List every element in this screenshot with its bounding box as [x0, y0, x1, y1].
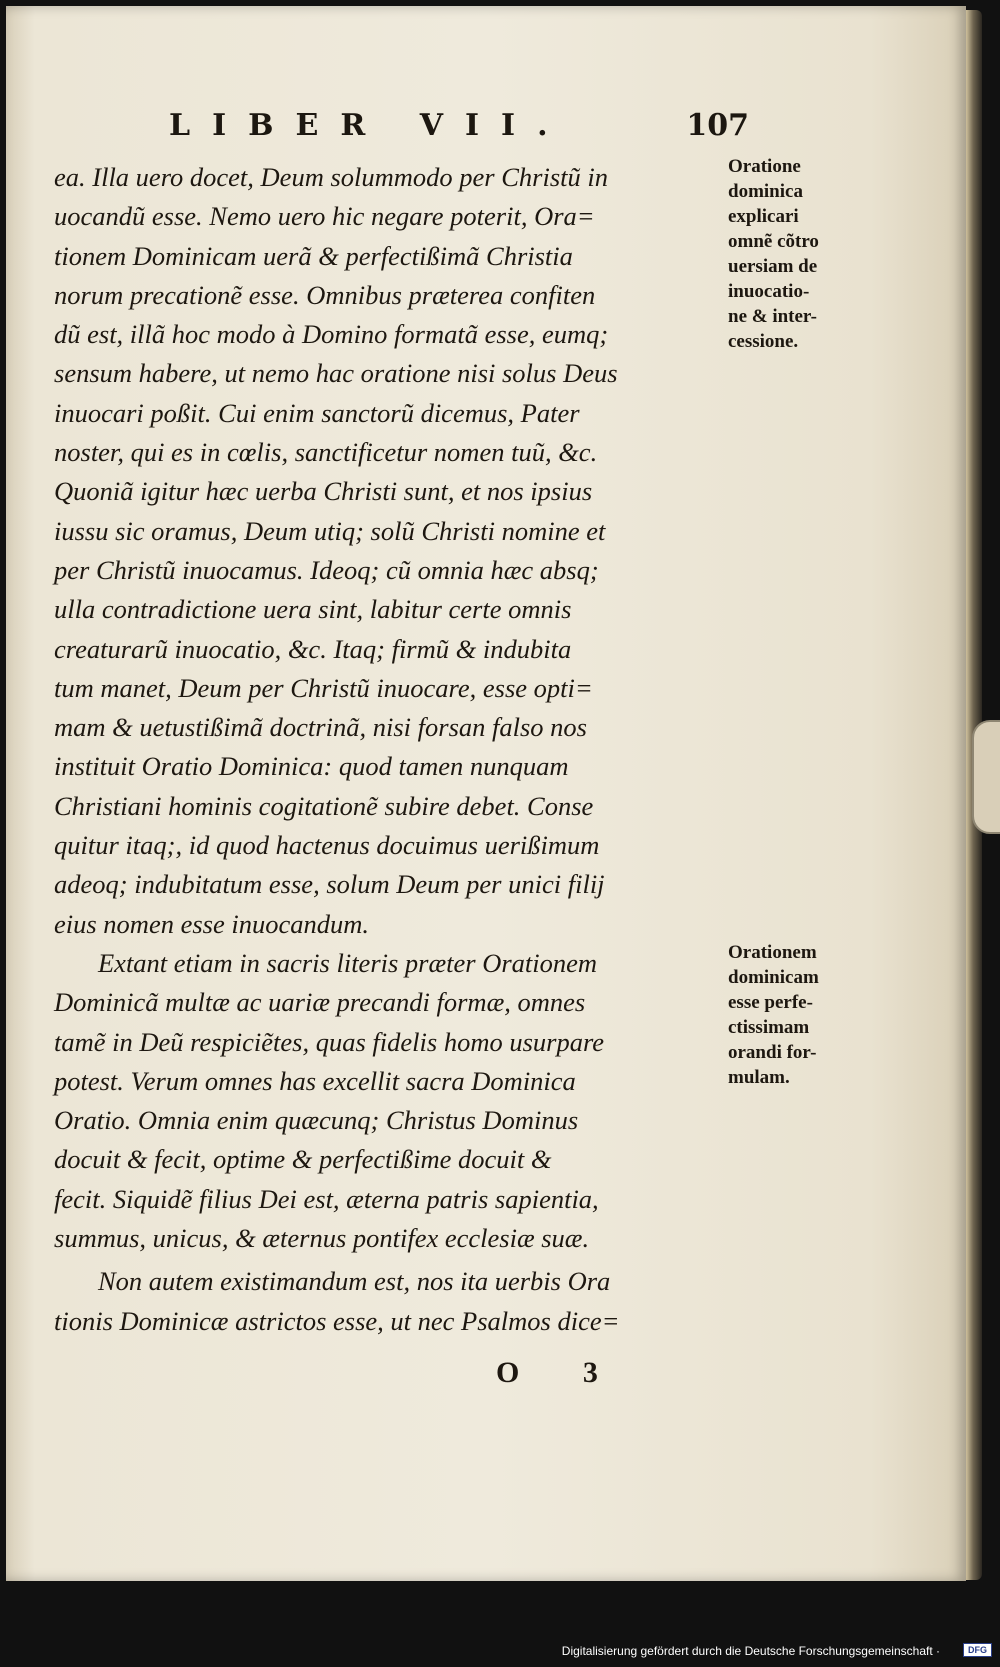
- text-line: tionis Dominicæ astrictos esse, ut nec Psalmos dice=: [54, 1305, 620, 1336]
- text-line: Extant etiam in sacris literis præter Orationem: [98, 947, 598, 978]
- text-line: adeoq; indubitatum esse, solum Deum per unici filij: [54, 869, 605, 900]
- text-line: ea. Illa uero docet, Deum solummodo per Christũ in: [54, 162, 608, 192]
- margin-line: dominicam: [728, 967, 819, 988]
- page-header: [169, 108, 749, 156]
- signature-mark: O 3: [496, 1356, 626, 1389]
- margin-line: uersiam de: [728, 256, 818, 277]
- funding-credit: Digitalisierung gefördert durch die Deutsche Forschungsgemeinschaft ·: [561, 1644, 940, 1658]
- text-line: tum manet, Deum per Christũ inuocare, esse opti=: [54, 672, 593, 703]
- text-line: dũ est, illã hoc modo à Domino formatã esse, eumq;: [54, 319, 609, 350]
- margin-line: omnẽ cõtro: [728, 231, 819, 252]
- text-line: potest. Verum omnes has excellit sacra Dominica: [54, 1065, 576, 1096]
- margin-line: esse perfe-: [728, 992, 813, 1013]
- text-line: mam & uetustißimã doctrinã, nisi forsan falso nos: [54, 712, 587, 743]
- text-line: creaturarũ inuocatio, &c. Itaq; firmũ & indubita: [54, 633, 572, 664]
- text-line: Non autem existimandum est, nos ita uerbis Ora: [98, 1266, 611, 1297]
- text-line: tionem Dominicam uerã & perfectißimã Christia: [54, 240, 573, 271]
- text-line: instituit Oratio Dominica: quod tamen nunquam: [54, 751, 569, 782]
- marginal-note-2: [728, 940, 868, 1090]
- text-line: uocandũ esse. Nemo uero hic negare poterit, Ora=: [54, 201, 595, 232]
- margin-line: dominica: [728, 181, 803, 202]
- text-line: inuocari poßit. Cui enim sanctorũ dicemus, Pater: [54, 397, 580, 428]
- text-line: sensum habere, ut nemo hac oratione nisi solus Deus: [54, 358, 618, 389]
- text-line: Oratio. Omnia enim quæcunq; Christus Dominus: [54, 1105, 579, 1136]
- text-line: Quoniã igitur hæc uerba Christi sunt, et nos ipsius: [54, 476, 593, 507]
- text-line: per Christũ inuocamus. Ideoq; cũ omnia hæc absq;: [54, 554, 599, 585]
- text-line: ulla contradictione uera sint, labitur certe omnis: [54, 594, 572, 625]
- margin-line: ne & inter-: [728, 306, 817, 327]
- running-head: LIBER VII.: [169, 108, 570, 143]
- margin-line: explicari: [728, 206, 799, 227]
- text-line: fecit. Siquidẽ filius Dei est, æterna patris sapientia,: [54, 1183, 599, 1214]
- text-line: norum precationẽ esse. Omnibus præterea confiten: [54, 279, 596, 310]
- text-line: docuit & fecit, optime & perfectißime docuit &: [54, 1144, 552, 1175]
- page-tab-marker: [972, 720, 1000, 834]
- text-line: summus, unicus, & æternus pontifex ecclesiæ suæ.: [54, 1223, 590, 1254]
- text-line: eius nomen esse inuocandum.: [54, 908, 369, 939]
- margin-line: Orationem: [728, 942, 817, 963]
- margin-line: mulam.: [728, 1067, 790, 1088]
- text-line: iussu sic oramus, Deum utiq; solũ Christi nomine et: [54, 515, 606, 546]
- text-line: noster, qui es in cœlis, sanctificetur nomen tuũ, &c.: [54, 437, 598, 468]
- text-line: quitur itaq;, id quod hactenus docuimus uerißimum: [54, 830, 600, 861]
- margin-line: Oratione: [728, 156, 801, 177]
- margin-line: cessione.: [728, 331, 799, 352]
- text-line: Christiani hominis cogitationẽ subire debet. Conse: [54, 790, 594, 821]
- text-line: tamẽ in Deũ respiciẽtes, quas fidelis homo usurpare: [54, 1026, 605, 1057]
- main-text-block: [54, 158, 724, 1341]
- book-page: [6, 6, 966, 1581]
- margin-line: ctissimam: [728, 1017, 810, 1038]
- marginal-note-1: [728, 154, 868, 354]
- text-line: Dominicã multæ ac uariæ precandi formæ, omnes: [54, 987, 586, 1018]
- margin-line: orandi for-: [728, 1042, 817, 1063]
- dfg-logo-icon: DFG: [963, 1643, 992, 1657]
- folio-number: 107: [686, 108, 749, 143]
- margin-line: inuocatio-: [728, 281, 810, 302]
